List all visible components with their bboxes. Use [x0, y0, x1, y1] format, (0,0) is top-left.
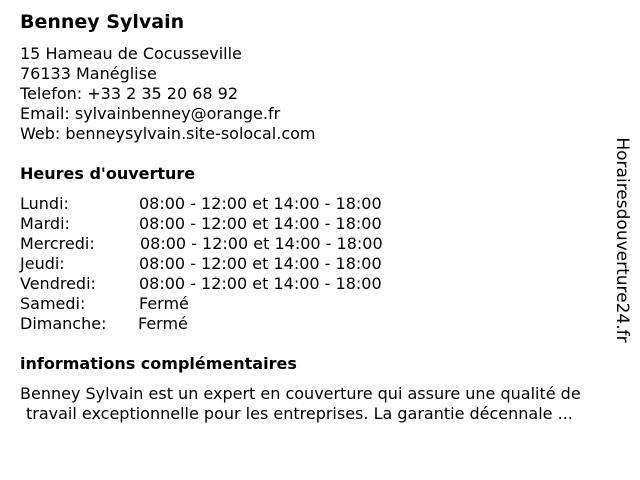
- time-range: 08:00 - 12:00 et 14:00 - 18:00: [139, 254, 382, 273]
- description-line: Benney Sylvain est un expert en couverture qui assure une qualité de: [20, 384, 581, 403]
- hours-row-mardi: [20, 214, 460, 234]
- time-range: 08:00 - 12:00 et 14:00 - 18:00: [139, 274, 382, 293]
- street-address: 15 Hameau de Cocusseville: [20, 44, 242, 63]
- hours-row-mercredi: [20, 234, 460, 254]
- city-line: 76133 Manéglise: [20, 64, 157, 83]
- additional-info-heading: informations complémentaires: [20, 354, 297, 373]
- hours-row-dimanche: [20, 314, 460, 334]
- description-line: travail exceptionnelle pour les entreprises. La garantie décennale ...: [26, 404, 573, 423]
- opening-hours-table: [20, 194, 460, 334]
- closed-label: Fermé: [139, 294, 189, 313]
- hours-row-samedi: [20, 294, 460, 314]
- hours-row-lundi: [20, 194, 460, 214]
- hours-row-jeudi: [20, 254, 460, 274]
- time-range: 08:00 - 12:00 et 14:00 - 18:00: [139, 194, 382, 213]
- opening-hours-heading: Heures d'ouverture: [20, 164, 196, 183]
- time-range: 08:00 - 12:00 et 14:00 - 18:00: [139, 214, 382, 233]
- day-label: Dimanche:: [20, 314, 107, 333]
- day-label: Mardi:: [20, 214, 70, 233]
- business-name: Benney Sylvain: [20, 11, 185, 33]
- day-label: Mercredi:: [20, 234, 95, 253]
- day-label: Lundi:: [20, 194, 69, 213]
- email-line: Email: sylvainbenney@orange.fr: [20, 104, 281, 123]
- time-range: 08:00 - 12:00 et 14:00 - 18:00: [140, 234, 383, 253]
- contact-details: [20, 44, 315, 144]
- day-label: Vendredi:: [20, 274, 96, 293]
- day-label: Jeudi:: [20, 254, 65, 273]
- phone-line: Telefon: +33 2 35 20 68 92: [20, 84, 239, 103]
- closed-label: Fermé: [138, 314, 188, 333]
- business-description: [20, 384, 630, 424]
- website-line: Web: benneysylvain.site-solocal.com: [20, 124, 316, 143]
- hours-row-vendredi: [20, 274, 460, 294]
- site-watermark: Horairesdouverture24.fr: [612, 137, 632, 343]
- day-label: Samedi:: [20, 294, 86, 313]
